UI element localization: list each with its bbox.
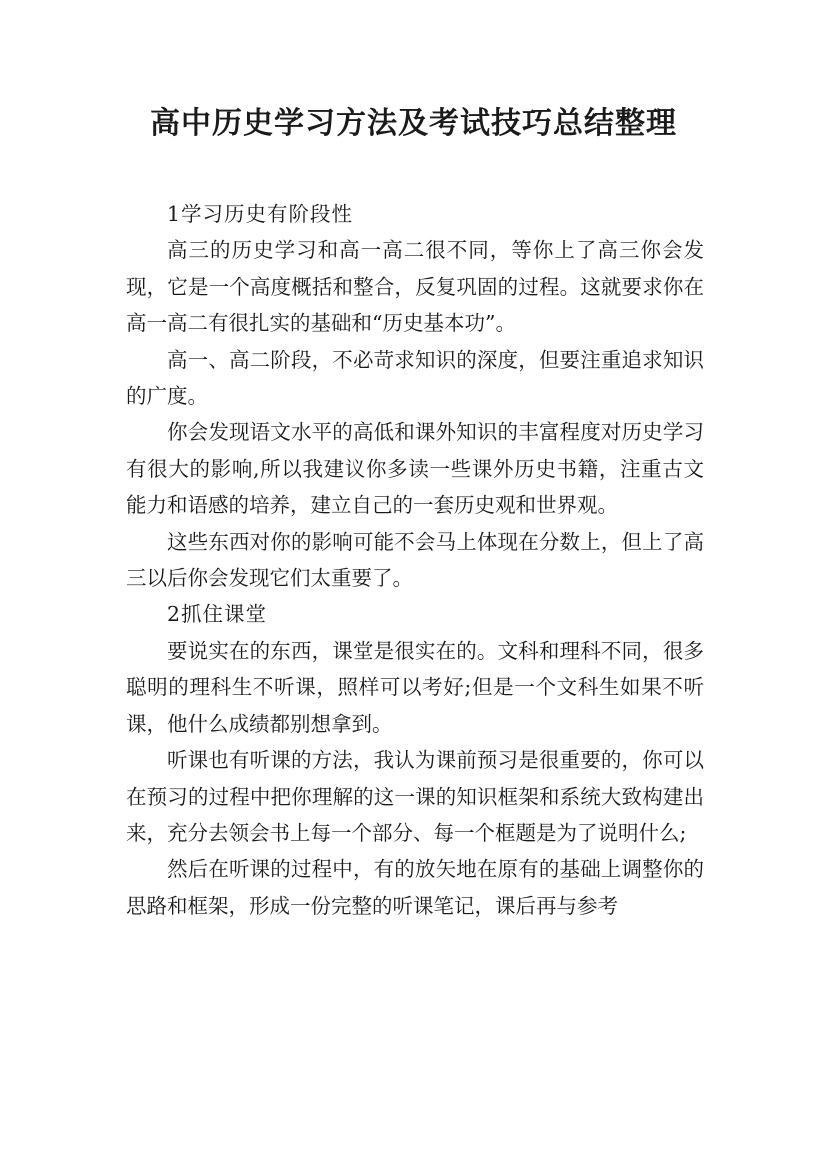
paragraph: 高三的历史学习和高一高二很不同，等你上了高三你会发现，它是一个高度概括和整合，反复巩固的过程。这就要求你在高一高二有很扎实的基础和“历史基本功”。 [126, 238, 704, 336]
paragraph: 听课也有听课的方法，我认为课前预习是很重要的，你可以在预习的过程中把你理解的这一课的知识框架和系统大致构建出来，充分去领会书上每一个部分、每一个框题是为了说明什么; [126, 748, 704, 845]
paragraph: 然后在听课的过程中，有的放矢地在原有的基础上调整你的思路和框架，形成一份完整的听课笔记，课后再与参考 [126, 857, 704, 918]
section-heading: 2抓住课堂 [167, 602, 268, 627]
paragraph: 高一、高二阶段，不必苛求知识的深度，但要注重追求知识的广度。 [126, 347, 704, 409]
document-body [126, 196, 704, 924]
paragraph: 你会发现语文水平的高低和课外知识的丰富程度对历史学习有很大的影响,所以我建议你多读一些课外历史书籍，注重古文能力和语感的培养，建立自己的一套历史观和世界观。 [126, 420, 704, 518]
paragraph: 这些东西对你的影响可能不会马上体现在分数上，但上了高三以后你会发现它们太重要了。 [126, 529, 704, 591]
paragraph: 要说实在的东西，课堂是很实在的。文科和理科不同，很多聪明的理科生不听课，照样可以考好;但是一个文科生如果不听课，他什么成绩都别想拿到。 [126, 638, 704, 736]
document-title: 高中历史学习方法及考试技巧总结整理 [150, 106, 677, 141]
section-heading: 1学习历史有阶段性 [167, 202, 354, 226]
